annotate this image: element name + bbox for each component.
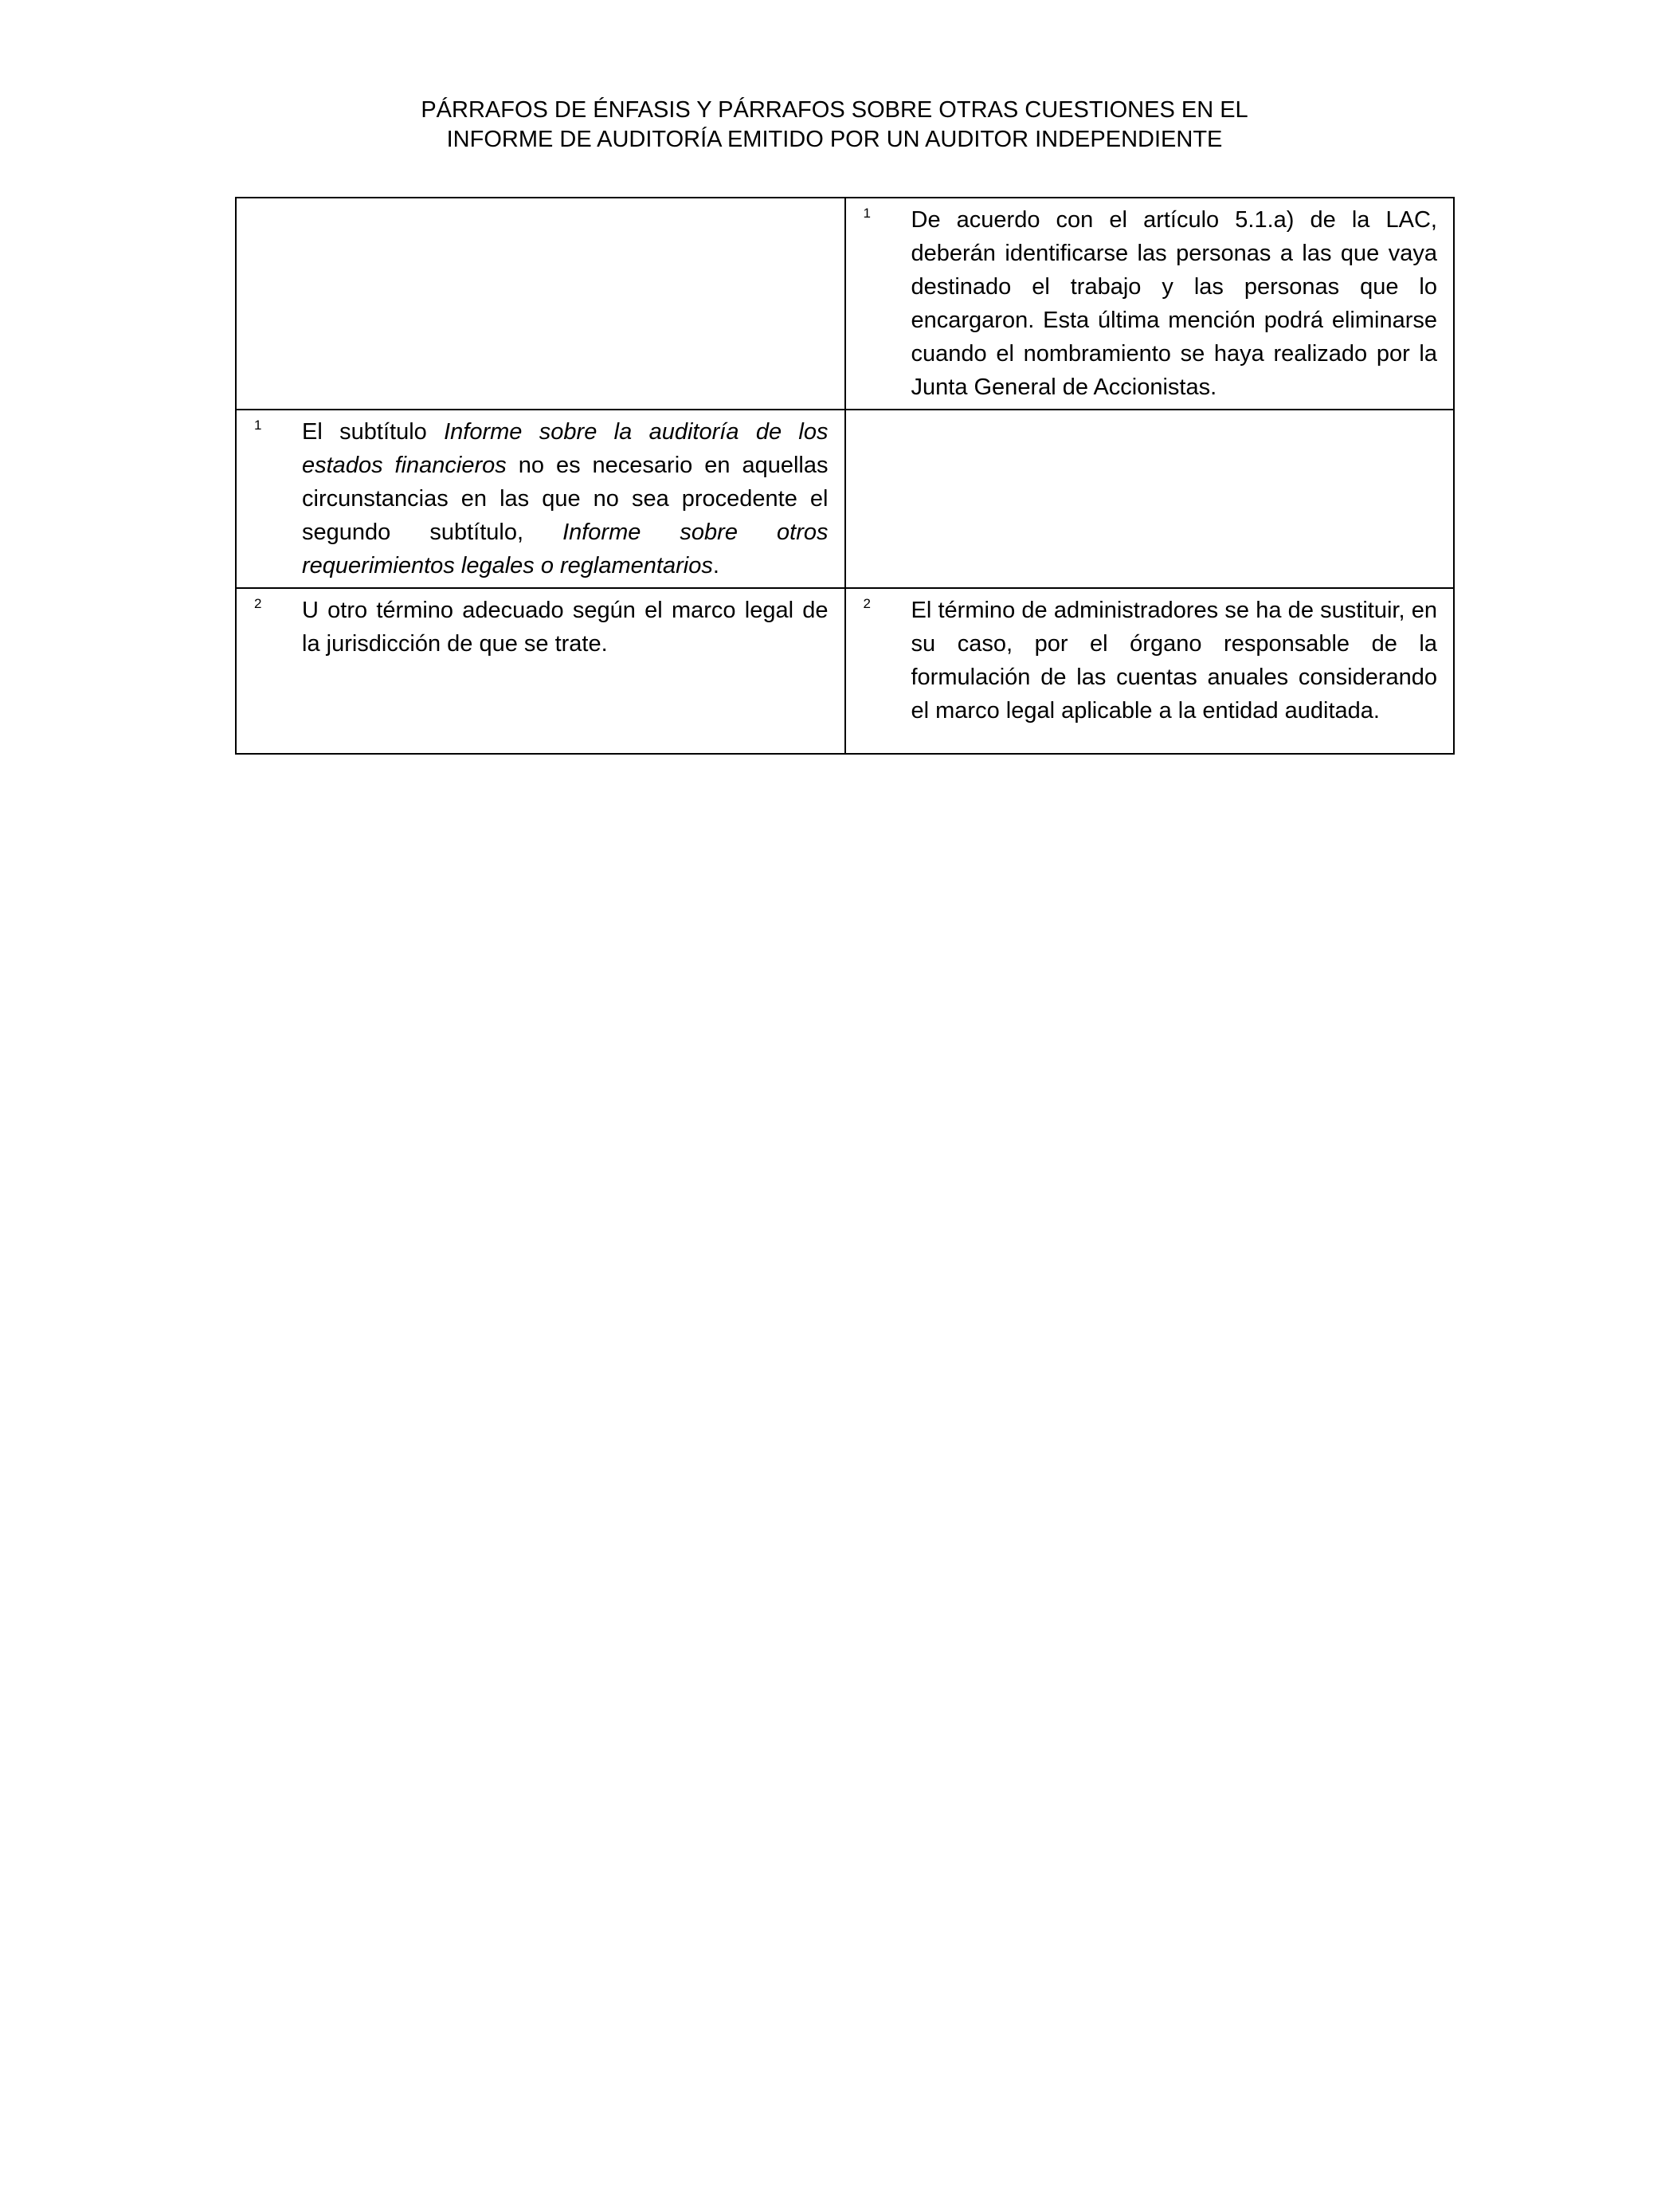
document-title (0, 96, 1669, 155)
footnote-text-part: . (712, 553, 719, 578)
table-row (236, 410, 1454, 588)
table-cell-empty (236, 198, 845, 410)
table-row (236, 588, 1454, 754)
footnote (254, 594, 829, 661)
footnote (864, 203, 1438, 404)
footnote-number: 1 (254, 418, 262, 433)
table-cell (236, 410, 845, 588)
footnote-text: De acuerdo con el artículo 5.1.a) de la LAC, deberán identificarse las personas a las que vaya destinado el trabajo y las personas que lo encargaron. Esta última mención podrá eliminarse cuando el nombramiento se haya realizado por la Junta General de Accionistas. (911, 207, 1437, 400)
footnote (864, 594, 1438, 728)
footnotes-table (235, 197, 1455, 755)
table-row (236, 198, 1454, 410)
footnote-italic-title: Informe sobre otros requerimientos legales o reglamentarios (302, 520, 829, 578)
footnote-text (302, 415, 829, 582)
footnote-text-part: no es necesario en aquellas circunstancias en las que no sea procedente el segundo subtítulo, (302, 453, 829, 545)
footnote-text-part: El subtítulo (302, 419, 445, 445)
footnote-number: 2 (254, 596, 262, 611)
title-line-2: INFORME DE AUDITORÍA EMITIDO POR UN AUDITOR INDEPENDIENTE (446, 127, 1223, 152)
footnote-number: 1 (863, 206, 871, 221)
footnote-text: U otro término adecuado según el marco legal de la jurisdicción de que se trate. (302, 598, 829, 657)
footnote (254, 415, 829, 582)
table-cell (845, 588, 1455, 754)
table-cell (236, 588, 845, 754)
footnote-italic-title: Informe sobre la auditoría de los estados financieros (302, 419, 829, 478)
table-cell (845, 198, 1455, 410)
footnote-number: 2 (863, 596, 871, 611)
title-line-1: PÁRRAFOS DE ÉNFASIS Y PÁRRAFOS SOBRE OTRAS CUESTIONES EN EL (421, 97, 1248, 123)
table-cell-empty (845, 410, 1455, 588)
footnote-text: El término de administradores se ha de sustituir, en su caso, por el órgano responsable de la formulación de las cuentas anuales considerando el marco legal aplicable a la entidad auditada. (911, 598, 1437, 724)
